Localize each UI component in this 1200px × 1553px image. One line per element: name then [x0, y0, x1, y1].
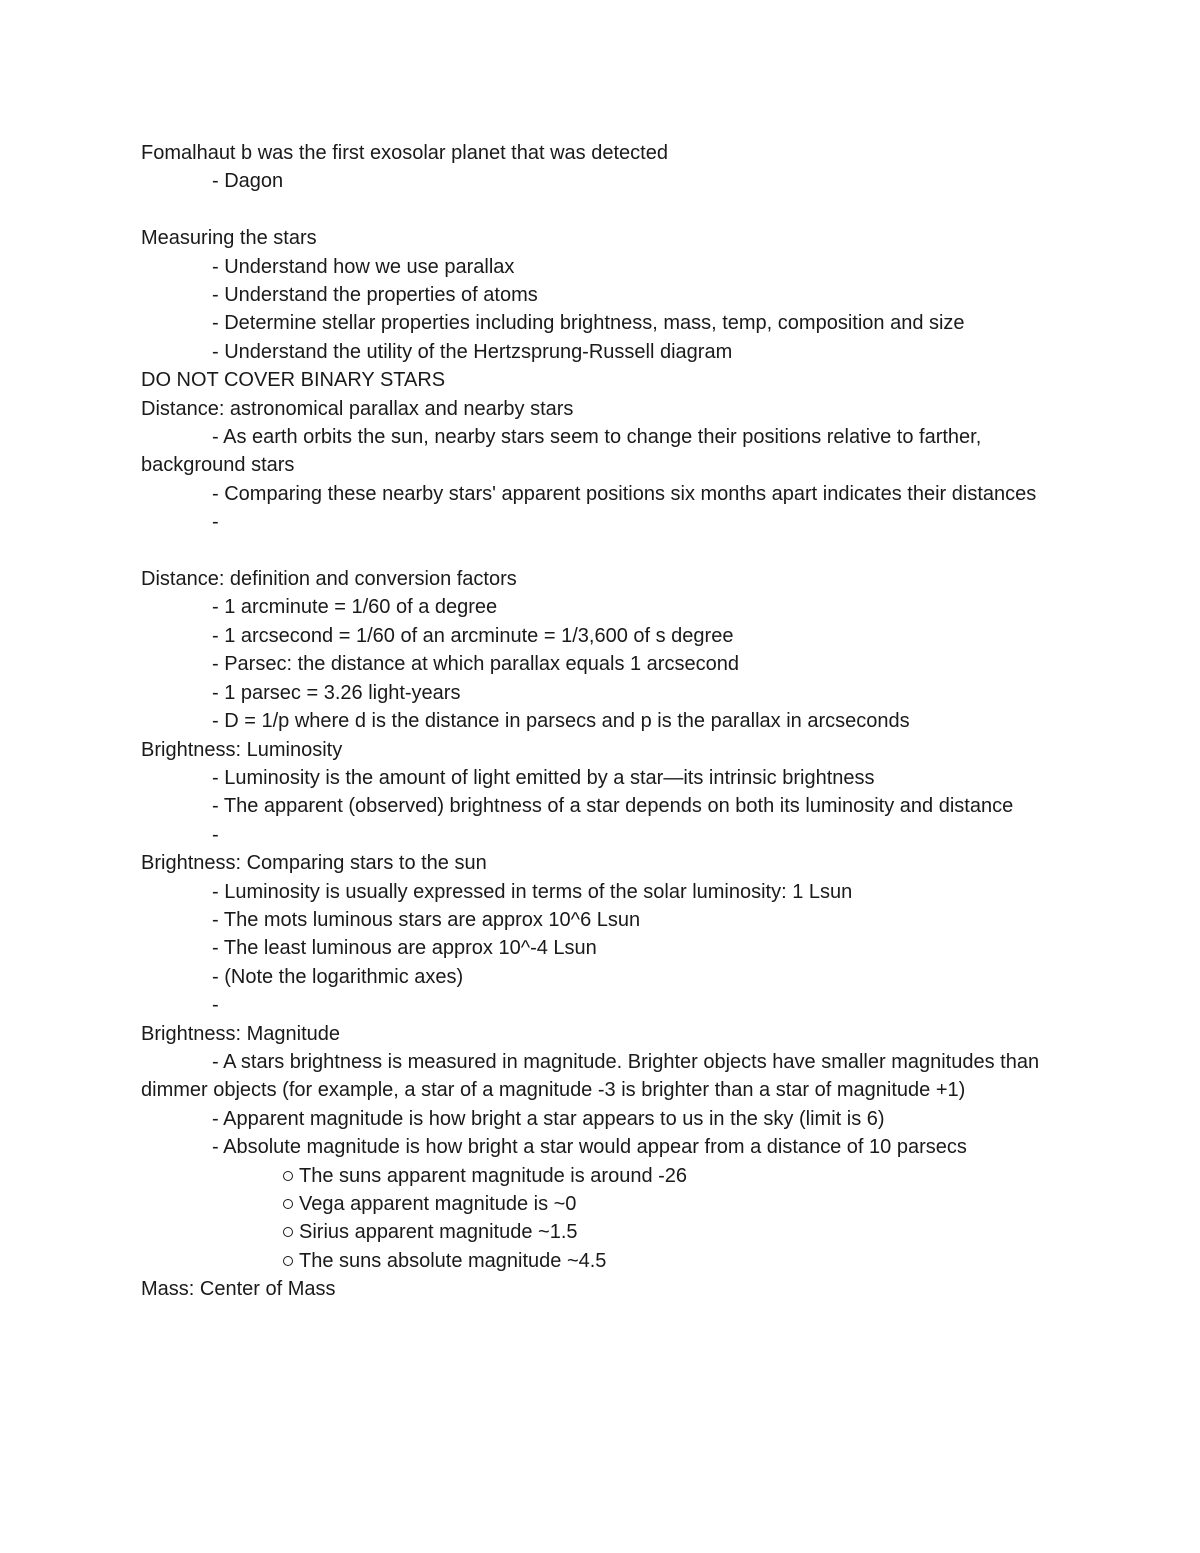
list-item: - 1 arcsecond = 1/60 of an arcminute = 1/3,600 of s degree [212, 624, 734, 647]
list-item: - Comparing these nearby stars' apparent positions six months apart indicates their distances [212, 482, 1037, 505]
list-item: - Dagon [212, 170, 284, 193]
circle-bullet-icon [283, 1256, 293, 1266]
heading-measuring: Measuring the stars [141, 227, 317, 250]
circle-bullet-icon [283, 1227, 293, 1237]
sub-list-item-text: Vega apparent magnitude is ~0 [299, 1193, 577, 1215]
list-item: - D = 1/p where d is the distance in parsecs and p is the parallax in arcseconds [212, 710, 910, 733]
list-item: - [212, 823, 219, 846]
list-item: - The apparent (observed) brightness of a star depends on both its luminosity and distance [212, 795, 1014, 818]
list-item: - Determine stellar properties including brightness, mass, temp, composition and size [212, 312, 965, 335]
sub-list-item [141, 1190, 1061, 1218]
sub-list-item-text: The suns absolute magnitude ~4.5 [299, 1249, 607, 1272]
document-body [141, 139, 1061, 1304]
list-item: - Parsec: the distance at which parallax equals 1 arcsecond [212, 653, 739, 676]
list-item: - Absolute magnitude is how bright a star would appear from a distance of 10 parsecs [212, 1136, 967, 1159]
heading-comparing: Brightness: Comparing stars to the sun [141, 852, 487, 875]
list-item: - (Note the logarithmic axes) [212, 965, 464, 988]
list-item: - Luminosity is the amount of light emitted by a star—its intrinsic brightness [212, 766, 875, 789]
heading-mass: Mass: Center of Mass [141, 1278, 336, 1301]
sub-list-item-text: Sirius apparent magnitude ~1.5 [299, 1221, 578, 1244]
heading-magnitude: Brightness: Magnitude [141, 1022, 341, 1045]
sub-list-item-text: The suns apparent magnitude is around -26 [299, 1164, 688, 1187]
heading-distance-definition: Distance: definition and conversion factors [141, 568, 517, 591]
list-item: - [212, 994, 219, 1017]
list-item: - A stars brightness is measured in magnitude. Brighter objects have smaller magnitudes than dimmer objects (for example, a star of a magnitude -3 is brighter than a star of magnitude +1) [141, 1050, 1045, 1102]
list-item: - 1 parsec = 3.26 light-years [212, 681, 461, 704]
list-item: - 1 arcminute = 1/60 of a degree [212, 596, 498, 619]
list-item: - Understand how we use parallax [212, 255, 515, 278]
list-item: - [212, 511, 219, 534]
note-binary-stars: DO NOT COVER BINARY STARS [141, 369, 446, 392]
list-item: - The least luminous are approx 10^-4 Lsun [212, 937, 597, 960]
sub-list-item [141, 1218, 1061, 1246]
heading-luminosity: Brightness: Luminosity [141, 738, 343, 761]
list-item: - Luminosity is usually expressed in terms of the solar luminosity: 1 Lsun [212, 880, 853, 903]
circle-bullet-icon [283, 1171, 293, 1181]
sub-list-item [141, 1162, 1061, 1190]
blank-line [141, 196, 1061, 224]
blank-line [141, 537, 1061, 565]
circle-bullet-icon [283, 1199, 293, 1209]
list-item: - Understand the properties of atoms [212, 284, 538, 307]
heading-fomalhaut: Fomalhaut b was the first exosolar planet that was detected [141, 142, 668, 164]
list-item: - As earth orbits the sun, nearby stars seem to change their positions relative to farther, background stars [141, 426, 987, 477]
list-item: - Understand the utility of the Hertzsprung-Russell diagram [212, 340, 733, 363]
list-item: - The mots luminous stars are approx 10^6 Lsun [212, 908, 641, 931]
list-item: - Apparent magnitude is how bright a star appears to us in the sky (limit is 6) [212, 1107, 885, 1130]
heading-distance-parallax: Distance: astronomical parallax and nearby stars [141, 397, 574, 420]
sub-list-item [141, 1247, 1061, 1275]
